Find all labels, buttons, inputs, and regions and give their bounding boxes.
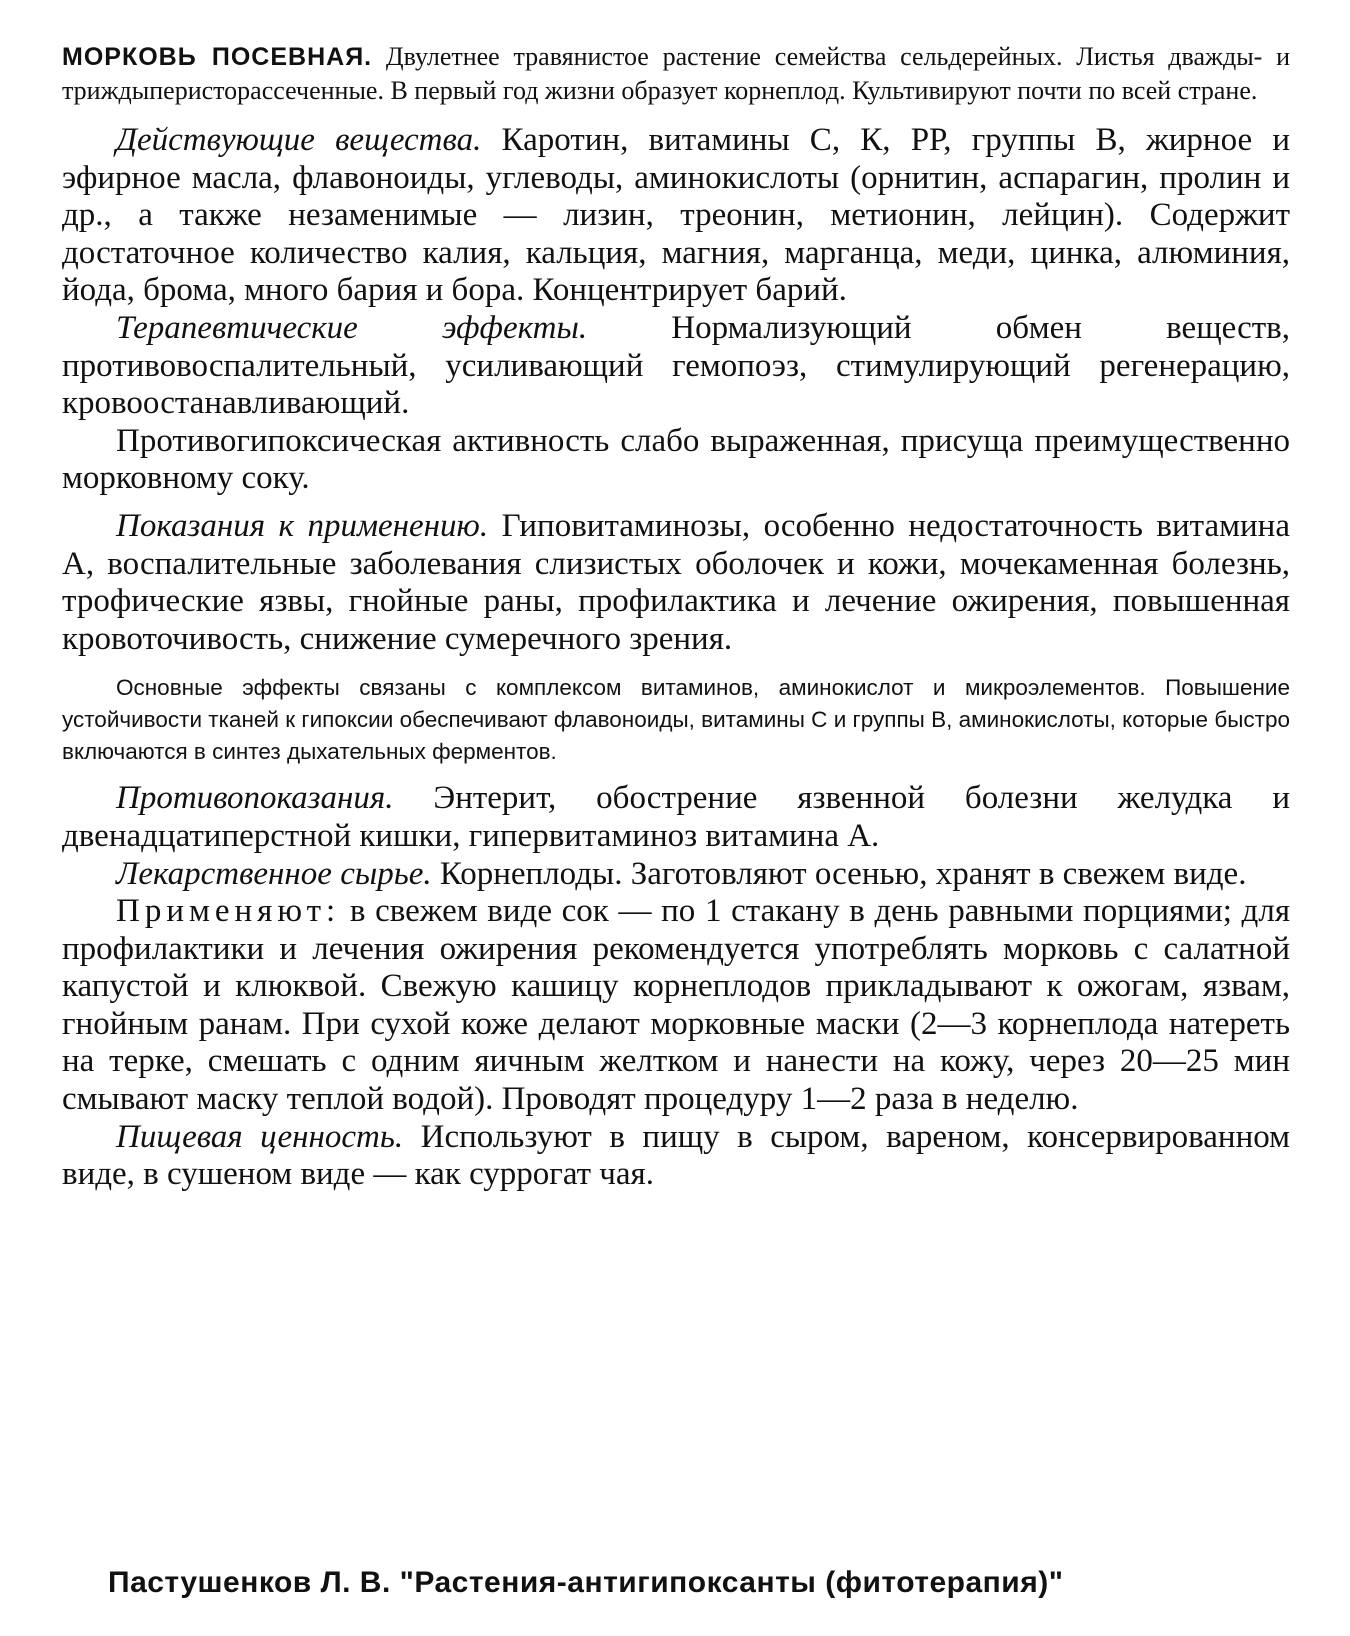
antihypoxic-text: Противогипоксическая активность слабо выраженная, присуща преимущественно морковному соку. (62, 422, 1290, 497)
raw-material-text: Корнеплоды. Заготовляют осенью, хранят в свежем виде. (431, 855, 1247, 892)
note-paragraph (62, 672, 1290, 768)
intro-text: Двулетнее травянистое растение семейства сельдерейных. Листья дважды- и триждыперисторассеченные. В первый год жизни образует корнеплод. Культивируют почти по всей стране. (62, 42, 1290, 105)
active-substances-text: Каротин, витамины С, К, РР, группы В, жирное и эфирное масла, флавоноиды, углеводы, аминокислоты (орнитин, аспарагин, пролин и др., а также незаменимые — лизин, треонин, метионин, лейцин). Содержит достаточное количество калия, кальция, магния, марганца, меди, цинка, алюминия, йода, брома, много бария и бора. Концентрирует барий. (62, 122, 1290, 309)
nutrition-paragraph (62, 1119, 1290, 1194)
indications-paragraph (62, 508, 1290, 658)
source-citation: Пастушенков Л. В. "Растения-антигипоксанты (фитотерапия)" (108, 1566, 1064, 1599)
therapeutic-effects-lead: Терапевтические эффекты. (116, 309, 588, 346)
note-text: Основные эффекты связаны с комплексом витаминов, аминокислот и микроэлементов. Повышение устойчивости тканей к гипоксии обеспечивают флавоноиды, витамины С и группы В, аминокислоты, которые быстро включаются в синтез дыхательных ферментов. (62, 675, 1290, 765)
intro-paragraph (62, 40, 1290, 108)
therapeutic-effects-paragraph (62, 310, 1290, 423)
usage-paragraph (62, 893, 1290, 1119)
active-substances-paragraph (62, 122, 1290, 310)
usage-lead: Применяют: (116, 893, 341, 930)
nutrition-text: Используют в пищу в сыром, вареном, консервированном виде, в сушеном виде — как суррогат чая. (62, 1118, 1291, 1193)
spacer (62, 498, 1290, 508)
contraindications-lead: Противопоказания. (116, 780, 394, 817)
usage-text: в свежем виде сок — по 1 стакану в день равными порциями; для профилактики и лечения ожирения рекомендуется употреблять морковь с салатной капустой и клюквой. Свежую кашицу корнеплодов прикладывают к ожогам, язвам, гнойным ранам. При сухой коже делают морковные маски (2—3 корнеплода натереть на терке, смешать с одним яичным желтком и нанести на кожу, через 20—25 мин смывают маску теплой водой). Проводят процедуру 1—2 раза в неделю. (62, 893, 1290, 1118)
indications-lead: Показания к применению. (116, 507, 489, 544)
nutrition-lead: Пищевая ценность. (116, 1118, 404, 1155)
contraindications-text: Энтерит, обострение язвенной болезни желудка и двенадцатиперстной кишки, гипервитаминоз витамина А. (62, 780, 1290, 854)
raw-material-paragraph (62, 856, 1290, 894)
therapeutic-effects-text: Нормализующий обмен веществ, противовоспалительный, усиливающий гемопоэз, стимулирующий регенерацию, кровоостанавливающий. (62, 309, 1290, 422)
active-substances-lead: Действующие вещества. (116, 122, 482, 158)
antihypoxic-paragraph (62, 423, 1290, 498)
raw-material-lead: Лекарственное сырье. (116, 855, 432, 892)
indications-text: Гиповитаминозы, особенно недостаточность витамина А, воспалительные заболевания слизистых оболочек и кожи, мочекаменная болезнь, трофические язвы, гнойные раны, профилактика и лечение ожирения, повышенная кровоточивость, снижение сумеречного зрения. (62, 507, 1290, 657)
contraindications-paragraph (62, 780, 1290, 855)
plant-heading: МОРКОВЬ ПОСЕВНАЯ. (62, 43, 373, 71)
document-page (62, 40, 1290, 1194)
